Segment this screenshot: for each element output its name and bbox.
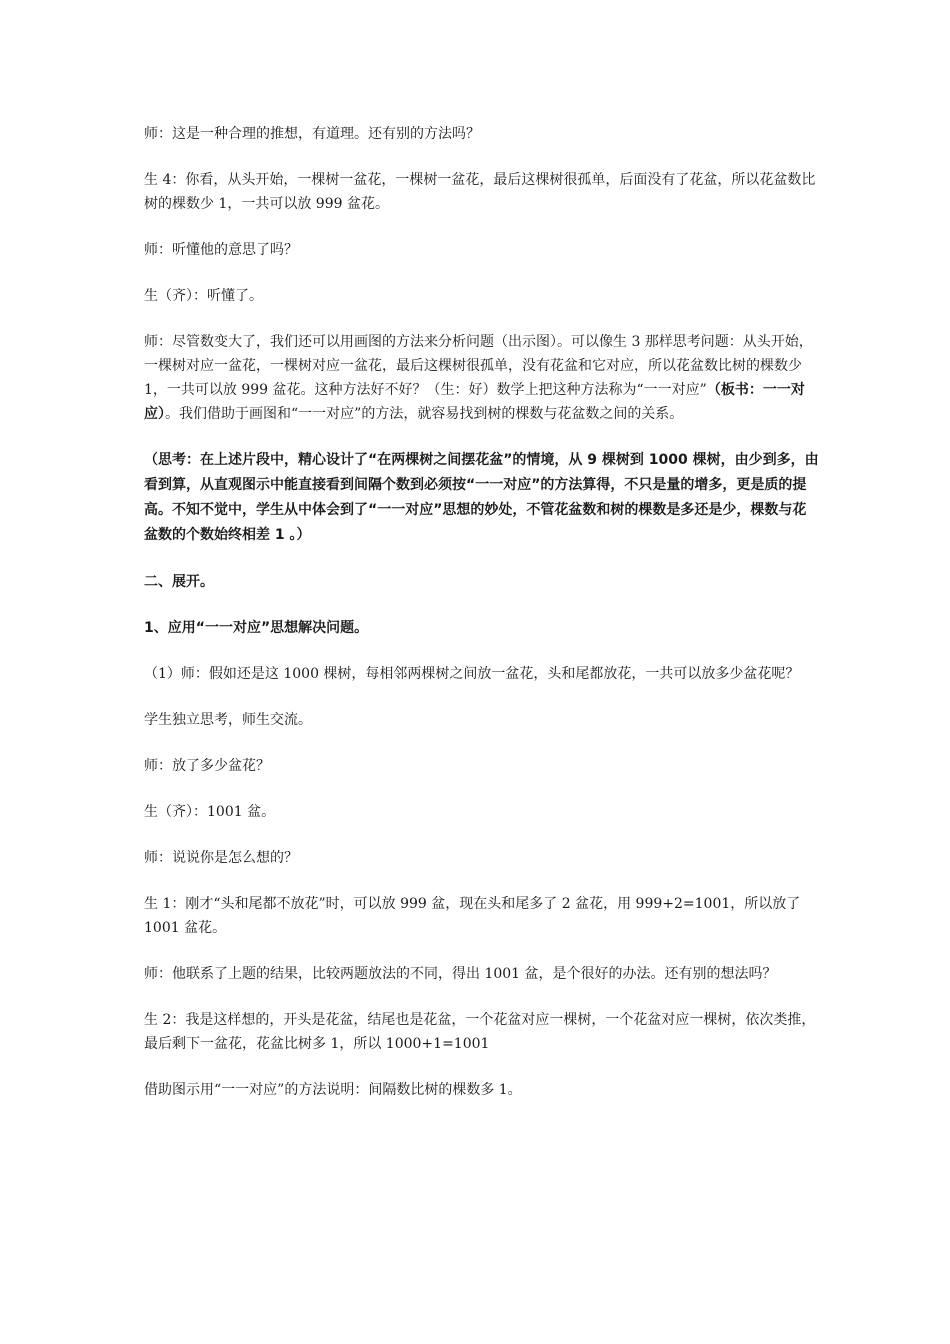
- paragraph-problem-1: （1）师：假如还是这 1000 棵树，每相邻两棵树之间放一盆花，头和尾都放花，一共可以放多少盆花呢？: [144, 666, 800, 682]
- blackboard-note: （板书：一一对应）: [144, 382, 805, 422]
- paragraph-student4-answer: 生 4：你看，从头开始，一棵树一盆花，一棵树一盆花，最后这棵树很孤单，后面没有了花盆，所以花盆数比树的棵数少 1，一共可以放 999 盆花。: [144, 172, 816, 212]
- paragraph-teacher-ask-how: 师：说说你是怎么想的？: [144, 850, 298, 866]
- paragraph-independent-thinking: 学生独立思考，师生交流。: [144, 712, 312, 728]
- paragraph-student1-answer: 生 1：刚才“头和尾都不放花”时，可以放 999 盆，现在头和尾多了 2 盆花，用 999+2=1001，所以放了 1001 盆花。: [144, 896, 801, 936]
- explanation-text-a: 师：尽管数变大了，我们还可以用画图的方法来分析问题（出示图）。可以像生 3 那样思考问题：从头开始，一棵树对应一盆花，一棵树对应一盆花，最后这棵树很孤单，没有花盆和它对应，所以花盆数比树的棵数少 1，一共可以放 999 盆花。这种方法好不好？（生：好）数学上把这种方法称为“一一对应”: [144, 334, 813, 398]
- explanation-text-b: 。我们借助于画图和“一一对应”的方法，就容易找到树的棵数与花盆数之间的关系。: [165, 406, 684, 422]
- paragraph-students-count: 生（齐）：1001 盆。: [144, 804, 276, 820]
- subsection-heading: 1、应用“一一对应”思想解决问题。: [144, 620, 369, 636]
- document-page: [144, 122, 820, 1124]
- section-heading: 二、展开。: [144, 574, 214, 590]
- paragraph-conclusion: 借助图示用“一一对应”的方法说明：间隔数比树的棵数多 1。: [144, 1082, 522, 1098]
- paragraph-reflection: （思考：在上述片段中，精心设计了“在两棵树之间摆花盆”的情境，从 9 棵树到 1000 棵树，由少到多，由看到算，从直观图示中能直接看到间隔个数到必须按“一一对应”的方法算得，不只是量的增多，更是质的提高。不知不觉中，学生从中体会到了“一一对应”思想的妙处，不管花盆数和树的棵数是多还是少，棵数与花盆数的个数始终相差 1 。）: [144, 452, 819, 543]
- paragraph-students-reply: 生（齐）：听懂了。: [144, 288, 263, 304]
- paragraph-teacher-check: 师：听懂他的意思了吗？: [144, 242, 298, 258]
- paragraph-teacher-comment: 师：他联系了上题的结果，比较两题放法的不同，得出 1001 盆，是个很好的办法。还有别的想法吗？: [144, 966, 777, 982]
- paragraph-student2-answer: 生 2：我是这样想的，开头是花盆，结尾也是花盆，一个花盆对应一棵树，一个花盆对应一棵树，依次类推，最后剩下一盆花，花盆比树多 1，所以 1000+1=1001: [144, 1012, 816, 1052]
- paragraph-teacher-explanation: [144, 330, 820, 426]
- paragraph-teacher-ask-count: 师：放了多少盆花？: [144, 758, 270, 774]
- paragraph-teacher-question: 师：这是一种合理的推想，有道理。还有别的方法吗？: [144, 126, 480, 142]
